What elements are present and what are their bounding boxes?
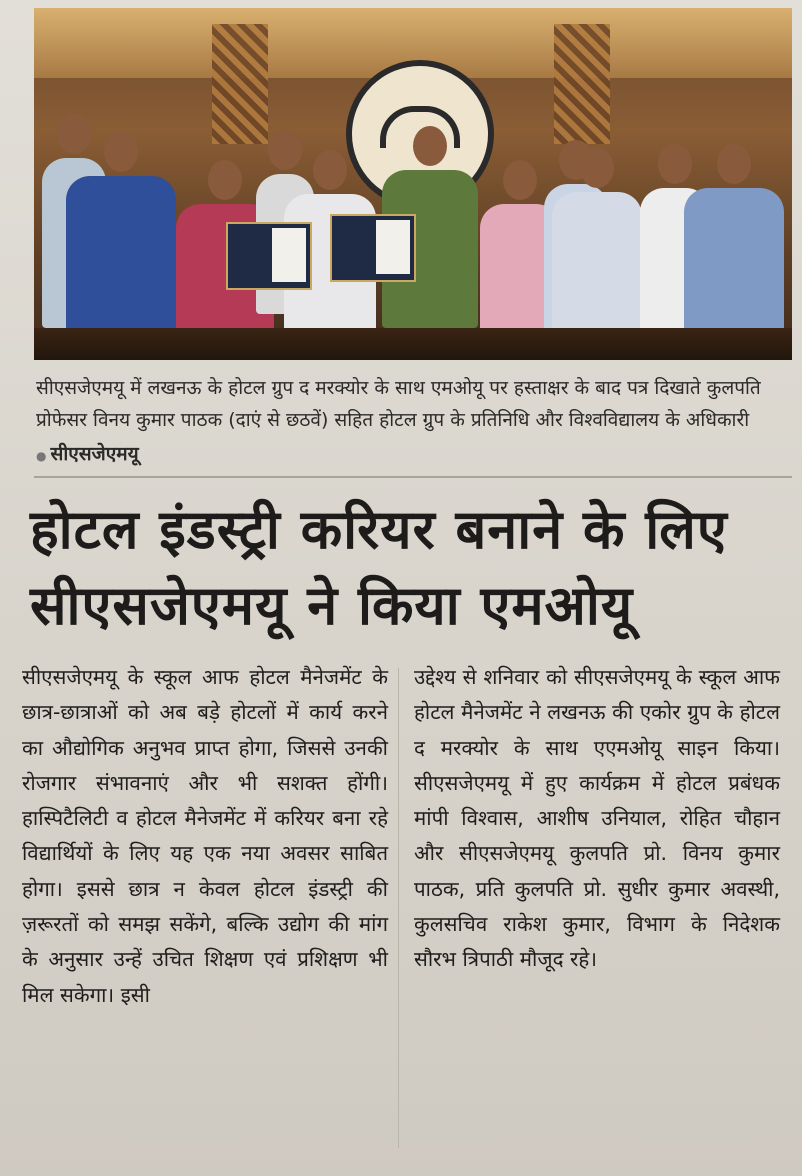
headline-line-2: सीएसजेएमयू ने किया एमओयू [30,574,634,637]
divider [34,476,792,478]
photo-wall-panel [554,24,610,144]
photo-credit: सीएसजेएमयू [50,443,139,465]
bullet-icon: ● [36,449,47,463]
mou-folder-icon [226,222,312,290]
mou-folder-icon [330,214,416,282]
photo-person [552,192,642,342]
article-column-2: उद्देश्य से शनिवार को सीएसजेएमयू के स्कूल आफ होटल मैनेजमेंट ने लखनऊ की एकोर ग्रुप के होटल द मरक्योर के साथ एएमओयू साइन किया। सीएसजेएमयू में हुए कार्यक्रम में होटल प्रबंधक मांपी विश्वास, आशीष उनियाल, रोहित चौहान और सीएसजेएमयू कुलपति प्रो. विनय कुमार पाठक, प्रति कुलपति प्रो. सुधीर कुमार अवस्थी, कुलसचिव राकेश कुमार, विभाग के निदेशक सौरभ त्रिपाठी मौजूद रहे। [414,665,780,972]
photo-wall-panel [212,24,268,144]
caption-text: सीएसजेएमयू में लखनऊ के होटल ग्रुप द मरक्योर के साथ एमओयू पर हस्ताक्षर के बाद पत्र दिखाते कुलपति प्रोफेसर विनय कुमार पाठक (दाएं से छठवें) सहित होटल ग्रुप के प्रतिनिधि और विश्वविद्यालय के अधिकारी [36,377,761,431]
article-headline [30,492,790,644]
column-divider [398,668,399,1148]
headline-line-1: होटल इंडस्ट्री करियर बनाने के लिए [30,498,728,561]
news-photo [34,8,792,360]
photo-caption [36,372,766,472]
photo-desk [34,328,792,360]
photo-person [66,176,176,336]
article-column-1: सीएसजेएमयू के स्कूल आफ होटल मैनेजमेंट के छात्र-छात्राओं को अब बड़े होटलों में कार्य करने का औद्योगिक अनुभव प्राप्त होगा, जिससे उनकी रोजगार संभावनाएं और भी सशक्त होंगी। हास्पिटैलिटी व होटल मैनेजमेंट में करियर बना रहे विद्यार्थियों के लिए यह एक नया अवसर साबित होगा। इससे छात्र न केवल होटल इंडस्ट्री की ज़रूरतों को समझ सकेंगे, बल्कि उद्योग की मांग के अनुसार उन्हें उचित शिक्षण एवं प्रशिक्षण भी मिल सकेगा। इसी [22,665,388,1007]
photo-person [684,188,784,338]
